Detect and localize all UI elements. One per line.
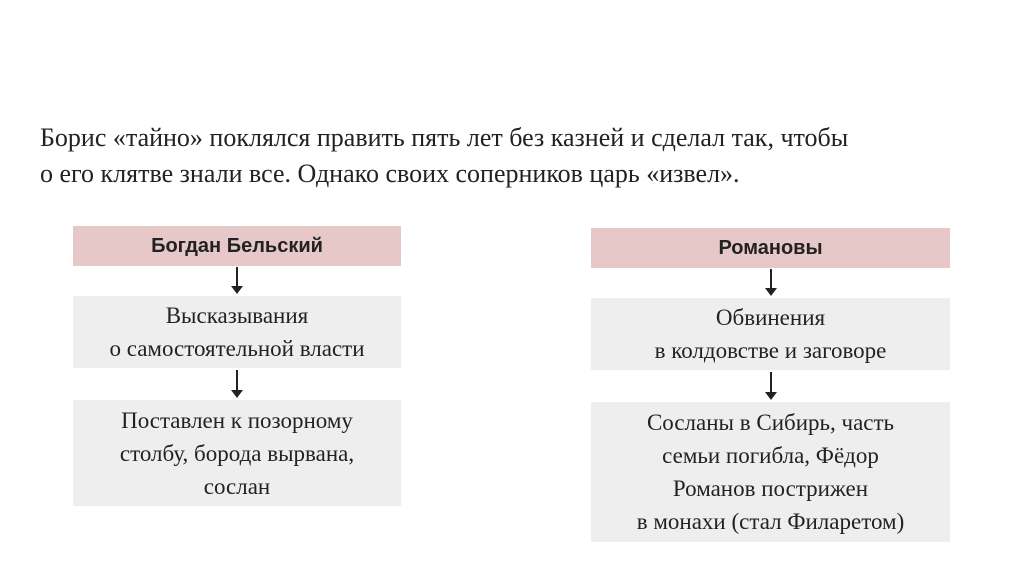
right-step1-line-1: Обвинения [715, 305, 826, 330]
right-arrow-2 [765, 372, 777, 400]
left-header-box [73, 226, 401, 266]
right-step2-line-2: семьи погибла, Фёдор [662, 443, 879, 468]
left-header-label: Богдан Бельский [151, 234, 323, 257]
intro-line-2: о его клятве знали все. Однако своих соперников царь «извел». [40, 159, 740, 188]
right-step2-line-4: в монахи (стал Филаретом) [636, 509, 905, 534]
left-step1-line-2: о самостоятельной власти [109, 336, 365, 361]
right-step2-box [591, 402, 950, 542]
right-header-box [591, 228, 950, 268]
right-header-label: Романовы [718, 236, 823, 259]
left-step1-box [73, 296, 401, 368]
right-arrow-1 [765, 269, 777, 296]
left-arrow-1 [231, 267, 243, 294]
right-step2-line-3: Романов пострижен [672, 476, 869, 501]
intro-text [40, 120, 1000, 192]
left-arrow-2 [231, 370, 243, 398]
intro-line-1: Борис «тайно» поклялся править пять лет без казней и сделал так, чтобы [40, 123, 849, 152]
left-step2-line-3: сослан [203, 473, 271, 499]
right-step1-box [591, 298, 950, 370]
left-step1-line-1: Высказывания [165, 303, 309, 328]
left-step2-box [73, 400, 401, 506]
right-step2-line-1: Сосланы в Сибирь, часть [646, 410, 895, 435]
right-step1-line-2: в колдовстве и заговоре [654, 338, 887, 363]
left-step2-line-1: Поставлен к позорному [121, 407, 353, 433]
left-step2-line-2: столбу, борода вырвана, [119, 440, 355, 466]
